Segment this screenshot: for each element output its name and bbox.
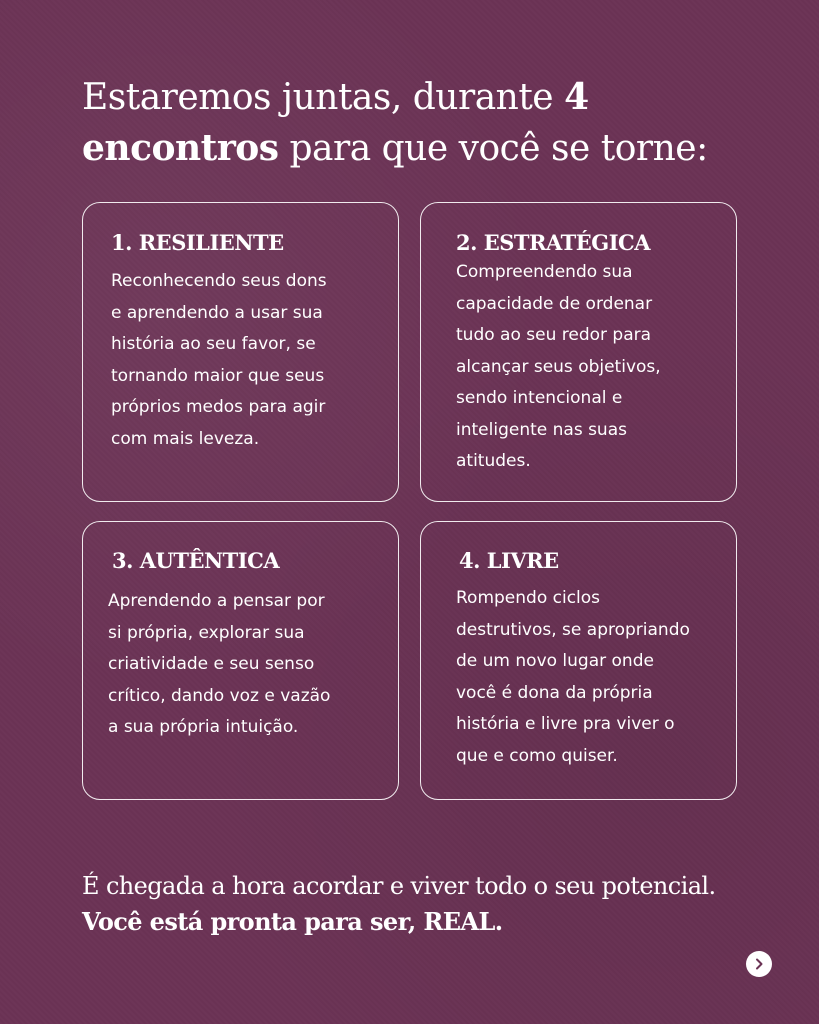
next-button[interactable] (746, 951, 772, 977)
headline-part3: para que você se torne: (278, 128, 708, 169)
headline-part1: Estaremos juntas, durante (82, 77, 565, 118)
closing-line-1: É chegada a hora acordar e viver todo o seu potencial. (82, 872, 716, 900)
card-estrategica (420, 202, 737, 502)
card-autentica (82, 521, 399, 800)
card-title: 2. ESTRATÉGICA (456, 230, 651, 255)
card-text: Compreendendo sua capacidade de ordenar tudo ao seu redor para alcançar seus objetivos, sendo intencional e inteligente nas suas atitudes. (456, 262, 661, 471)
closing-message (82, 868, 782, 940)
card-title: 4. LIVRE (459, 548, 559, 573)
chevron-right-icon (752, 957, 766, 971)
closing-line-2: Você está pronta para ser, REAL. (82, 907, 503, 936)
headline (82, 72, 762, 174)
card-resiliente (82, 202, 399, 502)
card-title: 1. RESILIENTE (111, 230, 284, 255)
card-text: Aprendendo a pensar por si própria, explorar sua criatividade e seu senso crítico, dando voz e vazão a sua própria intuição. (108, 591, 331, 737)
headline-highlight: 4 encontros (82, 76, 589, 169)
card-title: 3. AUTÊNTICA (112, 548, 280, 573)
card-text: Reconhecendo seus dons e aprendendo a usar sua história ao seu favor, se tornando maior que seus próprios medos para agir com mais leveza. (111, 271, 327, 449)
card-livre (420, 521, 737, 800)
card-text: Rompendo ciclos destrutivos, se apropriando de um novo lugar onde você é dona da própria história e livre pra viver o que e como quiser. (456, 588, 690, 766)
